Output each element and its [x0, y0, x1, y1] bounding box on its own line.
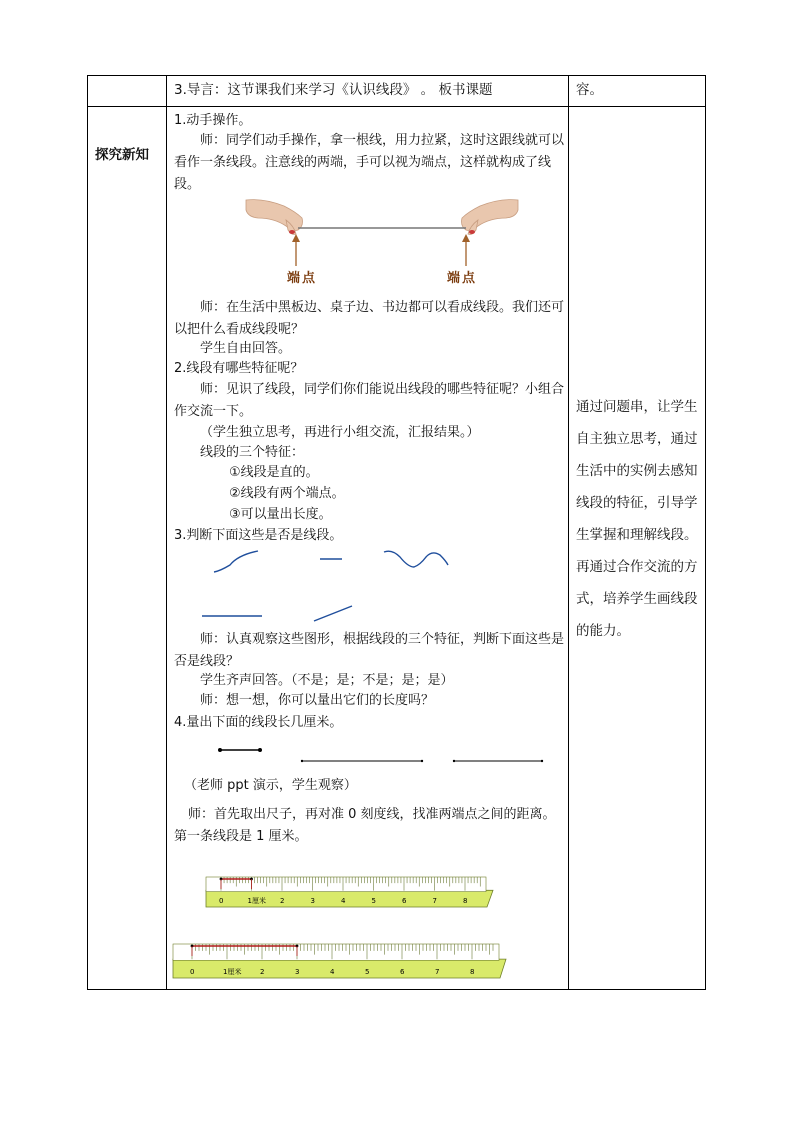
ruler2-label: 1厘米 [223, 968, 242, 976]
s1-paragraph-1: 师：同学们动手操作，拿一根线，用力拉紧，这时这跟线就可以看作一条线段。注意线的两端，手可以视为端点，这样就构成了线段。 [174, 133, 565, 192]
s3-paragraph-2: 学生齐声回答。（不是；是；不是；是；是） [200, 673, 454, 688]
ruler1-label: 2 [280, 897, 285, 905]
curved-line-figure [214, 551, 258, 572]
table-border-col2 [568, 75, 569, 990]
s4-paragraph-2: 师：首先取出尺子，再对准 0 刻度线，找准两端点之间的距离。第一条线段是 1 厘米。 [174, 807, 556, 844]
ruler1-label: 4 [341, 897, 346, 905]
ruler2-label: 7 [435, 968, 440, 976]
ruler1-label: 0 [219, 897, 224, 905]
row1-middle-text: 3.导言：这节课我们来学习《认识线段》 。 板书课题 [174, 82, 493, 98]
feature-item-3: ③可以量出长度。 [229, 507, 332, 522]
s2-paragraph-1: 师：见识了线段，同学们你们能说出线段的哪些特征呢？小组合作交流一下。 [174, 382, 565, 419]
ruler1-label: 8 [463, 897, 468, 905]
ruler2-label: 5 [365, 968, 370, 976]
ruler1-label: 6 [402, 897, 407, 905]
design-intent-note: 通过问题串，让学生自主独立思考，通过生活中的实例去感知线段的特征，引导学生掌握和理解线段。再通过合作交流的方式，培养学生画线段的能力。 [576, 399, 698, 639]
table-border-right [705, 75, 706, 990]
s1-paragraph-3: 学生自由回答。 [200, 341, 292, 356]
s3-heading: 3.判断下面这些是否是线段。 [174, 528, 343, 543]
endpoint-label-left: 端点 [287, 271, 318, 286]
ruler1-label: 3 [310, 897, 315, 905]
table-border-left [87, 75, 88, 990]
ruler2-label: 0 [190, 968, 195, 976]
hands-pulling-string-illustration [244, 196, 520, 286]
table-border-bottom [87, 989, 706, 990]
table-border-row-divider [87, 106, 706, 107]
ruler-3cm-measure [172, 942, 508, 980]
table-border-top [87, 75, 706, 76]
feature-item-2: ②线段有两个端点。 [229, 486, 345, 501]
table-border-col1 [166, 75, 167, 990]
s2-paragraph-3: 线段的三个特征： [200, 445, 305, 460]
feature-item-1: ①线段是直的。 [229, 465, 319, 480]
s3-paragraph-1: 师：认真观察这些图形，根据线段的三个特征，判断下面这些是否是线段？ [174, 632, 565, 669]
s4-paragraph-1: （老师 ppt 演示，学生观察） [184, 778, 357, 793]
ruler1-label: 5 [371, 897, 376, 905]
s4-heading: 4.量出下面的线段长几厘米。 [174, 715, 343, 730]
endpoint-label-right: 端点 [447, 271, 478, 286]
ruler2-label: 8 [470, 968, 475, 976]
s2-heading: 2.线段有哪些特征呢？ [174, 361, 304, 376]
s1-heading: 1.动手操作。 [174, 113, 252, 128]
wavy-line-figure [384, 551, 448, 567]
ruler2-label: 4 [330, 968, 335, 976]
slanted-segment-figure [314, 606, 352, 621]
s1-paragraph-2: 师：在生活中黑板边、桌子边、书边都可以看成线段。我们还可以把什么看成线段呢？ [174, 300, 565, 337]
ruler1-label: 7 [432, 897, 437, 905]
shape-judging-figures [196, 545, 466, 630]
ruler2-label: 3 [295, 968, 300, 976]
segments-to-measure [210, 740, 550, 770]
row1-right-text: 容。 [576, 82, 603, 98]
s3-paragraph-3: 师：想一想，你可以量出它们的长度吗？ [200, 693, 435, 708]
ruler-1cm-measure [205, 875, 495, 909]
section-label: 探究新知 [95, 147, 149, 163]
ruler1-label: 1厘米 [247, 897, 266, 905]
s2-paragraph-2: （学生独立思考，再进行小组交流，汇报结果。） [200, 425, 480, 440]
ruler2-label: 2 [260, 968, 265, 976]
ruler2-label: 6 [400, 968, 405, 976]
